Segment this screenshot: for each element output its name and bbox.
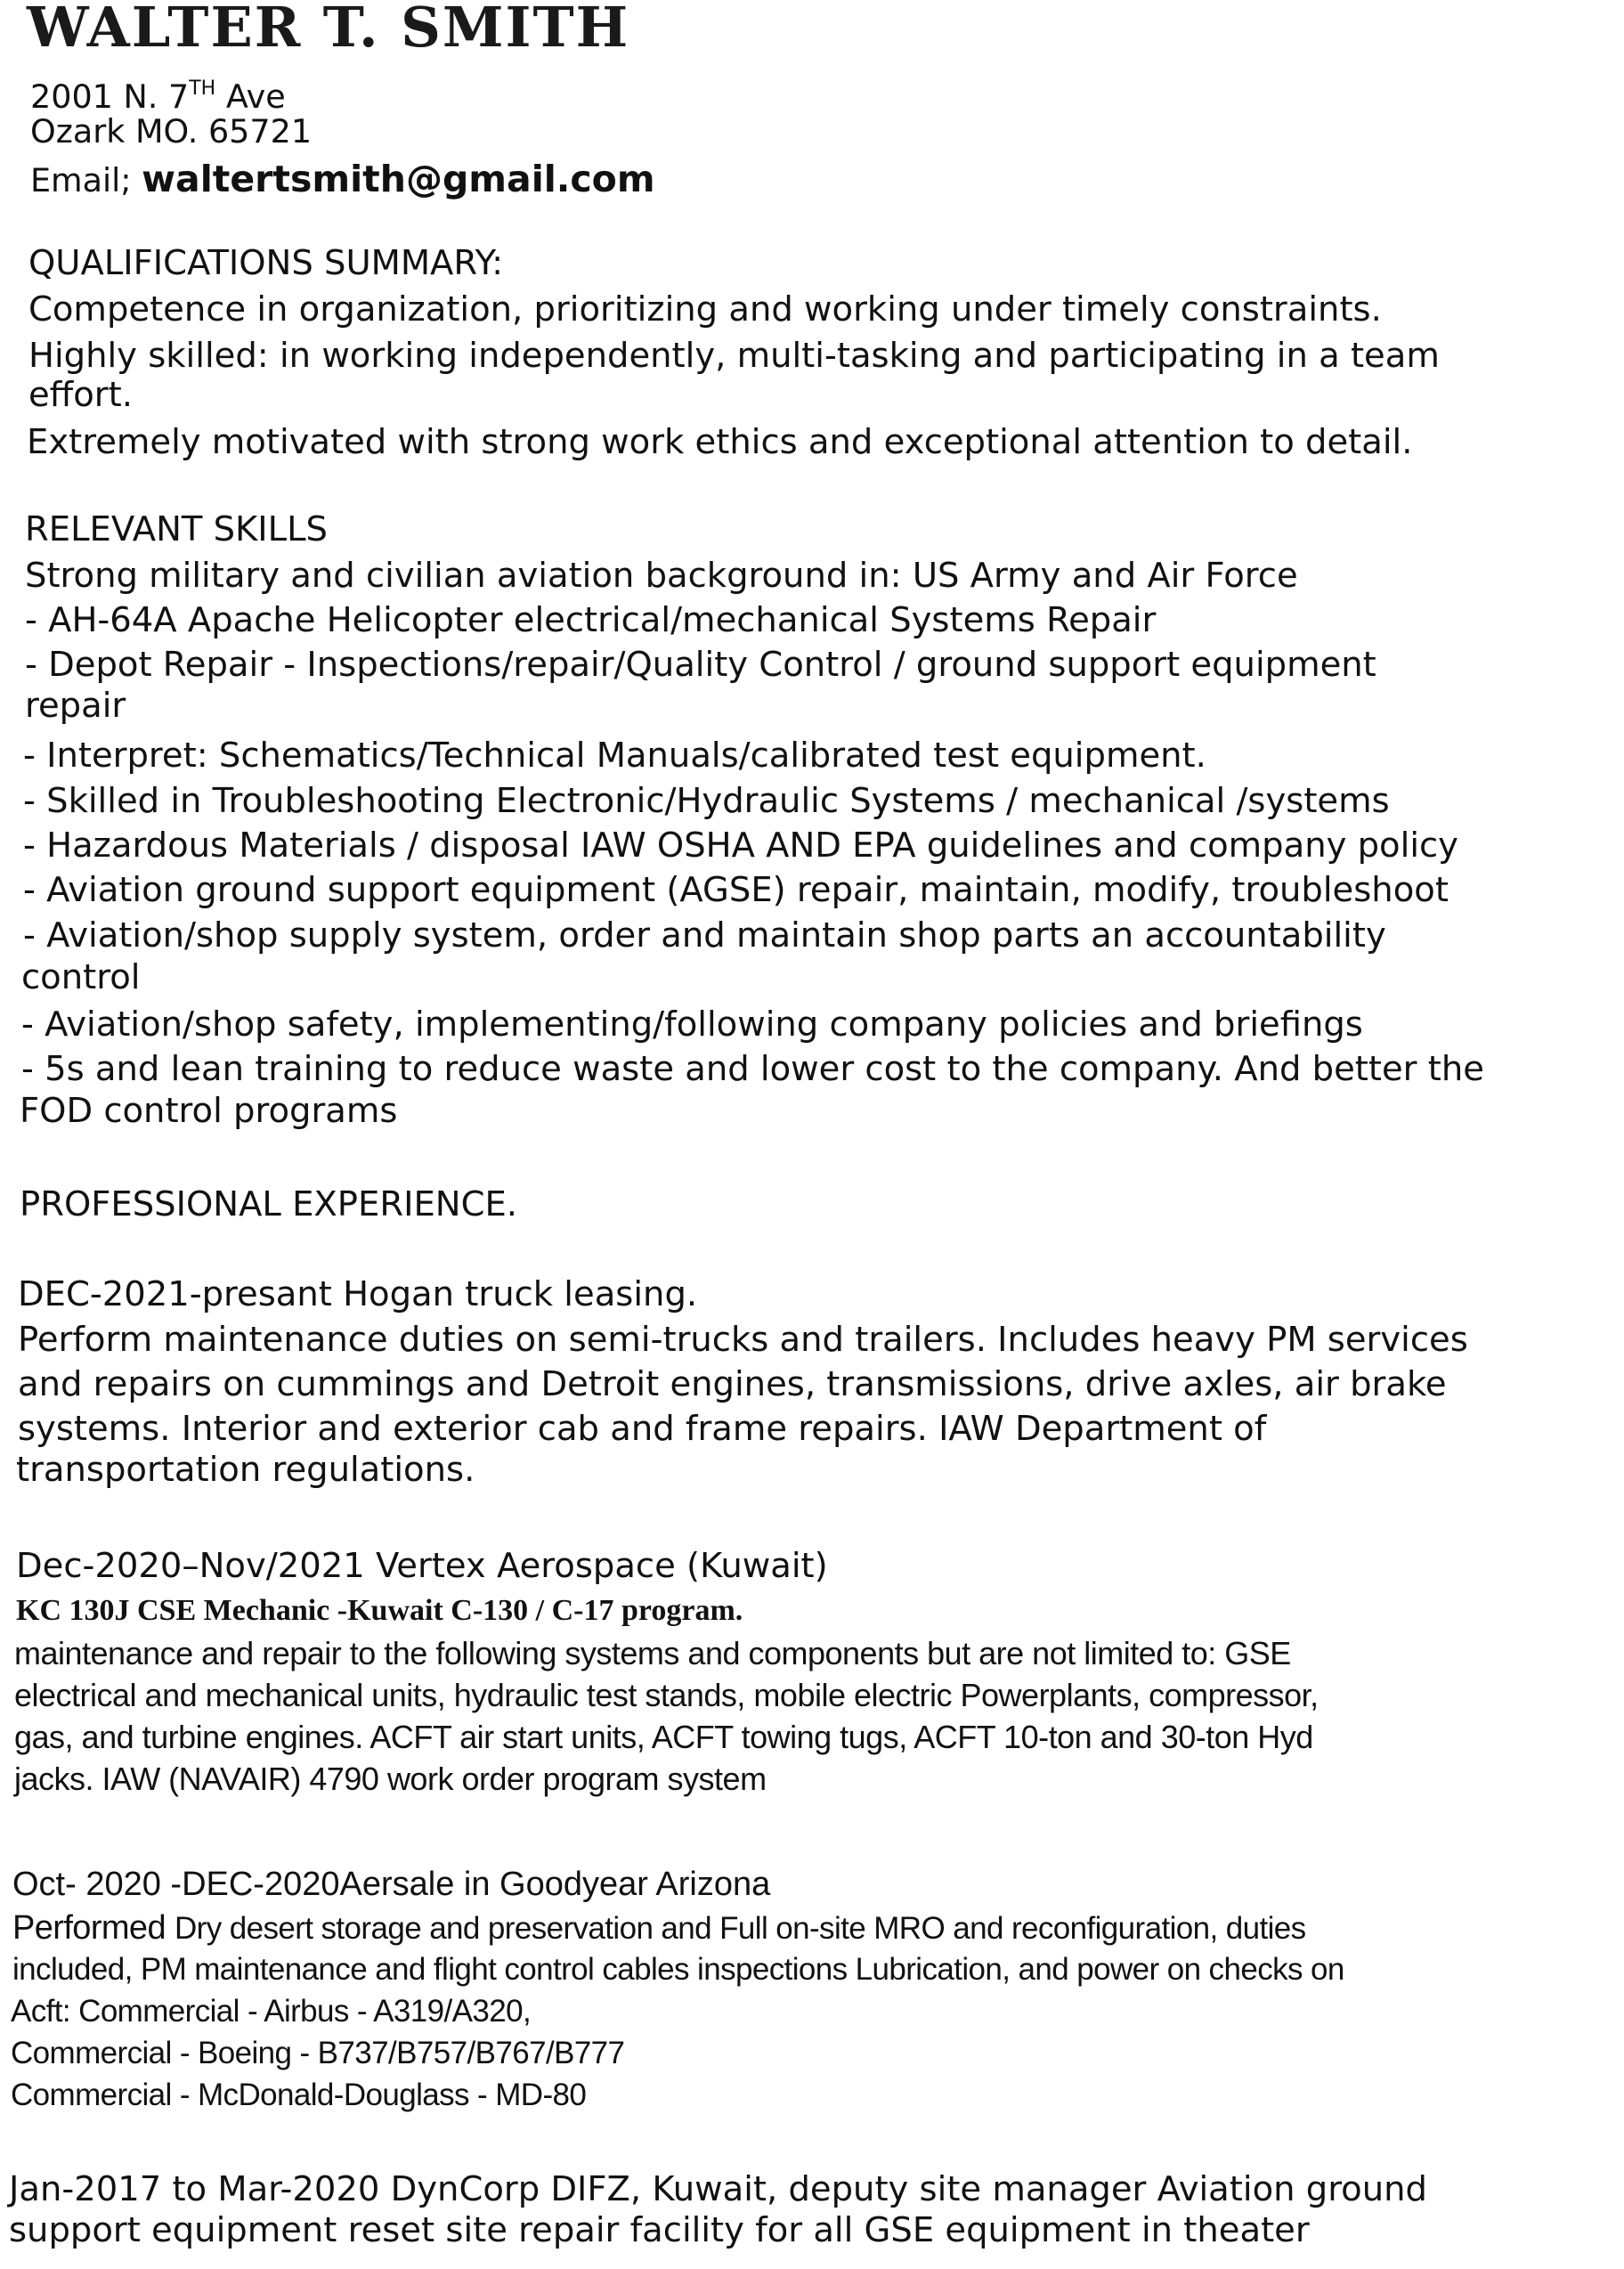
job-line: Commercial - Boeing - B737/B757/B767/B777 bbox=[11, 2036, 625, 2070]
resume-name: WALTER T. SMITH bbox=[27, 0, 630, 60]
qualifications-line: Highly skilled: in working independently, multi-tasking and participating in a team bbox=[28, 336, 1440, 376]
job-line: support equipment reset site repair facility for all GSE equipment in theater bbox=[9, 2210, 1310, 2250]
job-line: Acft: Commercial - Airbus - A319/A320, bbox=[11, 1994, 532, 2029]
skills-line: - Aviation/shop supply system, order and maintain shop parts an accountability bbox=[23, 915, 1386, 956]
job-line-rest: Dry desert storage and preservation and Full on-site MRO and reconfiguration, duties bbox=[174, 1911, 1306, 1946]
job-title: Dec-2020–Nov/2021 Vertex Aerospace (Kuwait) bbox=[16, 1546, 828, 1586]
job-line: systems. Interior and exterior cab and frame repairs. IAW Department of bbox=[18, 1409, 1267, 1449]
email-label: Email; bbox=[30, 161, 142, 199]
skills-line: - 5s and lean training to reduce waste and lower cost to the company. And better the bbox=[21, 1049, 1484, 1089]
job-line: included, PM maintenance and flight control cables inspections Lubrication, and power on checks on bbox=[12, 1952, 1344, 1987]
address-street-post: Ave bbox=[215, 77, 286, 116]
skills-line: FOD control programs bbox=[20, 1091, 398, 1131]
skills-heading: RELEVANT SKILLS bbox=[25, 509, 328, 549]
job-line: Jan-2017 to Mar-2020 DynCorp DIFZ, Kuwait, deputy site manager Aviation ground bbox=[9, 2169, 1427, 2209]
experience-heading: PROFESSIONAL EXPERIENCE. bbox=[20, 1184, 518, 1224]
skills-line: Strong military and civilian aviation background in: US Army and Air Force bbox=[25, 556, 1298, 596]
job-line: Perform maintenance duties on semi-trucks and trailers. Includes heavy PM services bbox=[18, 1320, 1468, 1360]
skills-line: - Aviation ground support equipment (AGSE) repair, maintain, modify, troubleshoot bbox=[23, 870, 1449, 910]
qualifications-line: effort. bbox=[28, 375, 133, 415]
skills-line: repair bbox=[25, 686, 126, 726]
qualifications-line: Competence in organization, prioritizing and working under timely constraints. bbox=[28, 289, 1382, 329]
skills-line: - Depot Repair - Inspections/repair/Quality Control / ground support equipment bbox=[25, 645, 1376, 685]
job-title: Oct- 2020 -DEC-2020Aersale in Goodyear Arizona bbox=[12, 1866, 771, 1903]
address-line-city: Ozark MO. 65721 bbox=[30, 112, 313, 150]
job-line: and repairs on cummings and Detroit engines, transmissions, drive axles, air brake bbox=[18, 1364, 1447, 1404]
qualifications-line: Extremely motivated with strong work ethics and exceptional attention to detail. bbox=[27, 422, 1413, 462]
skills-line: - Interpret: Schematics/Technical Manuals/calibrated test equipment. bbox=[23, 736, 1206, 776]
job-title: DEC-2021-presant Hogan truck leasing. bbox=[18, 1274, 698, 1314]
skills-line: - Hazardous Materials / disposal IAW OSHA AND EPA guidelines and company policy bbox=[23, 825, 1458, 866]
job-line-lead: Performed bbox=[12, 1909, 175, 1947]
address-line-street bbox=[30, 69, 286, 118]
job-subtitle: KC 130J CSE Mechanic -Kuwait C-130 / C-17 program. bbox=[16, 1594, 743, 1627]
skills-line: control bbox=[21, 957, 141, 997]
skills-line: - Aviation/shop safety, implementing/following company policies and briefings bbox=[21, 1004, 1363, 1045]
job-line: electrical and mechanical units, hydraulic test stands, mobile electric Powerplants, compressor, bbox=[14, 1677, 1319, 1713]
skills-line: - Skilled in Troubleshooting Electronic/Hydraulic Systems / mechanical /systems bbox=[23, 781, 1390, 821]
job-line: maintenance and repair to the following systems and components but are not limited to: GSE bbox=[14, 1635, 1291, 1671]
job-line bbox=[12, 1907, 1306, 1949]
job-line: transportation regulations. bbox=[16, 1450, 475, 1490]
job-line: jacks. IAW (NAVAIR) 4790 work order program system bbox=[14, 1761, 767, 1797]
email-line bbox=[30, 159, 655, 201]
skills-line: - AH-64A Apache Helicopter electrical/mechanical Systems Repair bbox=[25, 600, 1157, 640]
job-line: Commercial - McDonald-Douglass - MD-80 bbox=[11, 2078, 587, 2112]
job-line: gas, and turbine engines. ACFT air start units, ACFT towing tugs, ACFT 10-ton and 30-ton Hyd bbox=[14, 1719, 1313, 1755]
address-street-pre: 2001 N. 7 bbox=[30, 77, 190, 116]
address-street-sup: TH bbox=[189, 77, 216, 100]
qualifications-heading: QUALIFICATIONS SUMMARY: bbox=[28, 243, 504, 283]
email-address: waltertsmith@gmail.com bbox=[142, 158, 655, 200]
